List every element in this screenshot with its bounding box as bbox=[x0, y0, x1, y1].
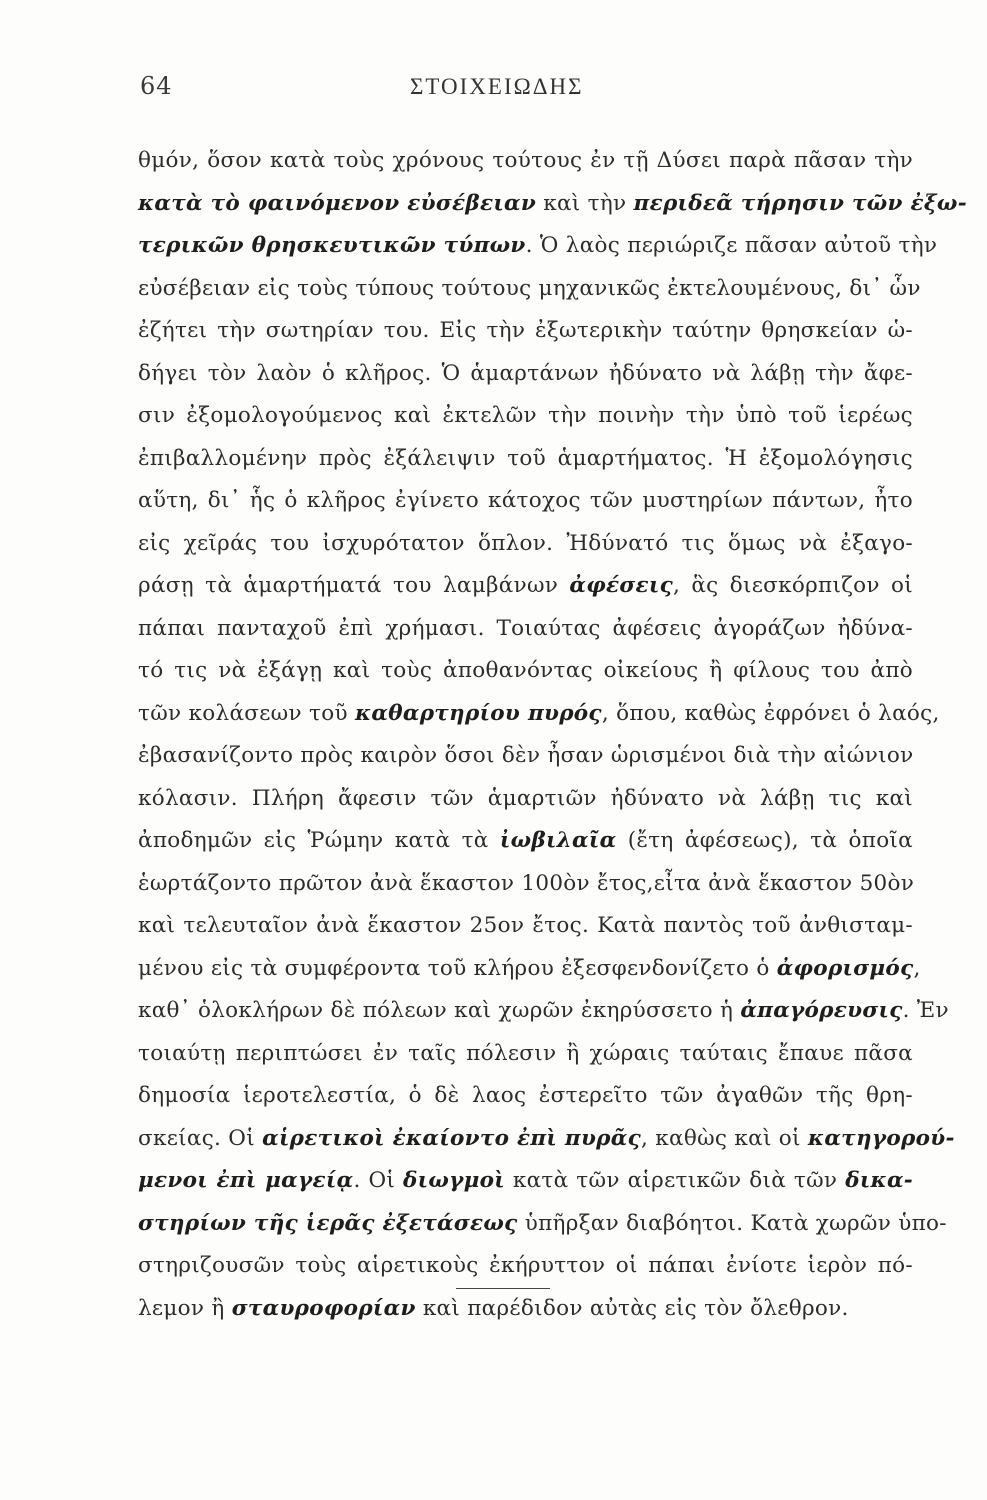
text-line bbox=[138, 523, 913, 566]
text-line bbox=[138, 225, 938, 268]
text-line bbox=[138, 863, 913, 906]
text-line bbox=[138, 480, 913, 523]
text-run: . Ὁ λαὸς περιώριζε πᾶσαν αὐτοῦ τὴν bbox=[525, 233, 938, 258]
text-line bbox=[138, 1118, 955, 1161]
text-run: ἐπιβαλλομένην πρὸς ἐξάλειψιν τοῦ ἁμαρτήματος. Ἡ ἐξομολόγησις bbox=[138, 445, 913, 471]
emphasized-text: ἰωβιλαῖα bbox=[499, 828, 617, 853]
text-run: εὐσέβειαν εἰς τοὺς τύπους τούτους μηχανικῶς ἐκτελουμένους, δι᾽ ὧν bbox=[138, 275, 921, 301]
body-text bbox=[138, 140, 967, 1330]
text-line bbox=[138, 735, 913, 778]
emphasized-text: κατὰ τὸ φαινόμενον εὐσέβειαν bbox=[138, 190, 537, 216]
text-run: κατὰ τῶν αἱρετικῶν διὰ τῶν bbox=[504, 1168, 846, 1193]
text-run: εἰς χεῖράς του ἰσχυρότατον ὅπλον. Ἠδύνατό τις ὅμως νὰ ἐξαγο- bbox=[138, 530, 913, 556]
text-line bbox=[138, 1203, 947, 1246]
emphasized-text: αἱρετικοὶ ἐκαίοντο ἐπὶ πυρᾶς bbox=[262, 1125, 642, 1151]
text-line bbox=[138, 778, 913, 821]
text-run: ἀποδημῶν εἰς Ῥώμην κατὰ τὰ bbox=[138, 828, 500, 853]
text-run: ὑπῆρξαν διαβόητοι. Κατὰ χωρῶν ὑπο- bbox=[517, 1210, 947, 1236]
text-line bbox=[138, 905, 913, 948]
emphasized-text: ἀφέσεις bbox=[569, 573, 673, 598]
text-run: καὶ τὴν bbox=[536, 190, 634, 216]
text-line bbox=[138, 438, 913, 481]
emphasized-text: στηρίων τῆς ἱερᾶς ἐξετάσεως bbox=[138, 1210, 518, 1236]
text-line bbox=[138, 1245, 913, 1288]
text-run: τό τις νὰ ἐξάγῃ καὶ τοὺς ἀποθανόντας οἰκείους ἢ φίλους του ἀπὸ bbox=[138, 658, 913, 683]
text-line bbox=[138, 565, 913, 608]
text-line bbox=[138, 268, 921, 311]
running-title: ΣΤΟΙΧΕΙΩΔΗΣ bbox=[410, 74, 584, 99]
text-run: δημοσία ἱεροτελεστία, ὁ δὲ λαος ἐστερεῖτο τῶν ἀγαθῶν τῆς θρη- bbox=[138, 1083, 913, 1108]
emphasized-text: σταυροφορίαν bbox=[231, 1295, 416, 1321]
page-number: 64 bbox=[140, 72, 173, 100]
text-run: αὕτη, δι᾽ ἧς ὁ κλῆρος ἐγίνετο κάτοχος τῶν μυστηρίων πάντων, ἦτο bbox=[138, 488, 913, 513]
emphasized-text: ἀπαγόρευσις bbox=[740, 998, 903, 1023]
text-run: καὶ τελευταῖον ἀνὰ ἕκαστον 25ον ἔτος. Κατὰ παντὸς τοῦ ἀνθισταμ- bbox=[138, 913, 913, 938]
text-run: κόλασιν. Πλήρη ἄφεσιν τῶν ἁμαρτιῶν ἠδύνατο νὰ λάβῃ τις καὶ bbox=[138, 785, 913, 811]
text-line bbox=[138, 693, 940, 736]
text-run: , ὅπου, καθὼς ἐφρόνει ὁ λαός, bbox=[601, 700, 940, 726]
text-run: στηριζουσῶν τοὺς αἱρετικοὺς ἐκήρυττον οἱ πάπαι ἐνίοτε ἱερὸν πό- bbox=[138, 1253, 913, 1278]
text-run: (ἔτη ἀφέσεως), τὰ ὁποῖα bbox=[616, 828, 913, 853]
text-run: πάπαι πανταχοῦ ἐπὶ χρήμασι. Τοιαύτας ἀφέσεις ἀγοράζων ἠδύνα- bbox=[138, 615, 913, 641]
text-run: . Ἐν bbox=[902, 998, 949, 1023]
section-end-rule bbox=[456, 1288, 550, 1289]
text-run: ἐζήτει τὴν σωτηρίαν του. Εἰς τὴν ἐξωτερικὴν ταύτην θρησκείαν ὡ- bbox=[138, 318, 913, 343]
emphasized-text: καθαρτηρίου πυρός bbox=[354, 700, 602, 726]
emphasized-text: κατηγορού- bbox=[807, 1125, 955, 1151]
emphasized-text: περιδεᾶ τήρησιν τῶν ἐξω- bbox=[633, 190, 967, 216]
text-run: σκείας. Οἱ bbox=[138, 1125, 263, 1151]
text-line bbox=[138, 608, 913, 651]
text-run: θμόν, ὅσον κατὰ τοὺς χρόνους τούτους ἐν τῇ Δύσει παρὰ πᾶσαν τὴν bbox=[138, 148, 913, 173]
text-line bbox=[138, 820, 913, 863]
emphasized-text: μενοι ἐπὶ μαγείᾳ bbox=[138, 1168, 354, 1193]
text-run: , bbox=[913, 955, 921, 981]
text-run: καὶ παρέδιδον αὐτὰς εἰς τὸν ὄλεθρον. bbox=[415, 1295, 849, 1321]
text-line bbox=[138, 990, 949, 1033]
text-run: καθ᾽ ὁλοκλήρων δὲ πόλεων καὶ χωρῶν ἐκηρύσσετο ἡ bbox=[138, 998, 741, 1023]
text-run: τῶν κολάσεων τοῦ bbox=[138, 700, 355, 726]
text-run: ἑωρτάζοντο πρῶτον ἀνὰ ἕκαστον 100ὸν ἔτος,εἶτα ἀνὰ ἕκαστον 50ὸν bbox=[138, 870, 915, 896]
text-line bbox=[138, 353, 913, 396]
text-line bbox=[138, 948, 921, 991]
emphasized-text: ἀφορισμός bbox=[776, 955, 914, 981]
text-run: λεμον ἢ bbox=[138, 1295, 232, 1321]
text-line bbox=[138, 310, 913, 353]
text-line bbox=[138, 1288, 913, 1331]
text-line bbox=[138, 1075, 913, 1118]
text-line bbox=[138, 1160, 913, 1203]
text-line bbox=[138, 650, 913, 693]
emphasized-text: δικα- bbox=[845, 1168, 914, 1193]
text-run: , ἃς διεσκόρπιζον οἱ bbox=[672, 573, 913, 598]
text-run: μένου εἰς τὰ συμφέροντα τοῦ κλήρου ἐξεσφενδονίζετο ὁ bbox=[138, 955, 777, 981]
text-run: σιν ἐξομολογούμενος καὶ ἐκτελῶν τὴν ποινὴν τὴν ὑπὸ τοῦ ἱερέως bbox=[138, 403, 913, 428]
text-line bbox=[138, 140, 913, 183]
text-run: ράσῃ τὰ ἁμαρτήματά του λαμβάνων bbox=[138, 573, 570, 598]
text-run: δήγει τὸν λαὸν ὁ κλῆρος. Ὁ ἁμαρτάνων ἠδύνατο νὰ λάβῃ τὴν ἄφε- bbox=[138, 360, 913, 386]
emphasized-text: διωγμοὶ bbox=[402, 1168, 505, 1193]
text-run: ἐβασανίζοντο πρὸς καιρὸν ὅσοι δὲν ἦσαν ὡρισμένοι διὰ τὴν αἰώνιον bbox=[138, 743, 914, 768]
text-line bbox=[138, 1033, 913, 1076]
text-line bbox=[138, 395, 913, 438]
text-line bbox=[138, 183, 967, 226]
running-head bbox=[140, 72, 910, 106]
text-run: τοιαύτῃ περιπτώσει ἐν ταῖς πόλεσιν ἢ χώραις ταύταις ἔπαυε πᾶσα bbox=[138, 1040, 913, 1066]
text-run: , καθὼς καὶ οἱ bbox=[641, 1125, 808, 1151]
emphasized-text: τερικῶν θρησκευτικῶν τύπων bbox=[138, 233, 526, 258]
text-run: . Οἱ bbox=[353, 1168, 403, 1193]
